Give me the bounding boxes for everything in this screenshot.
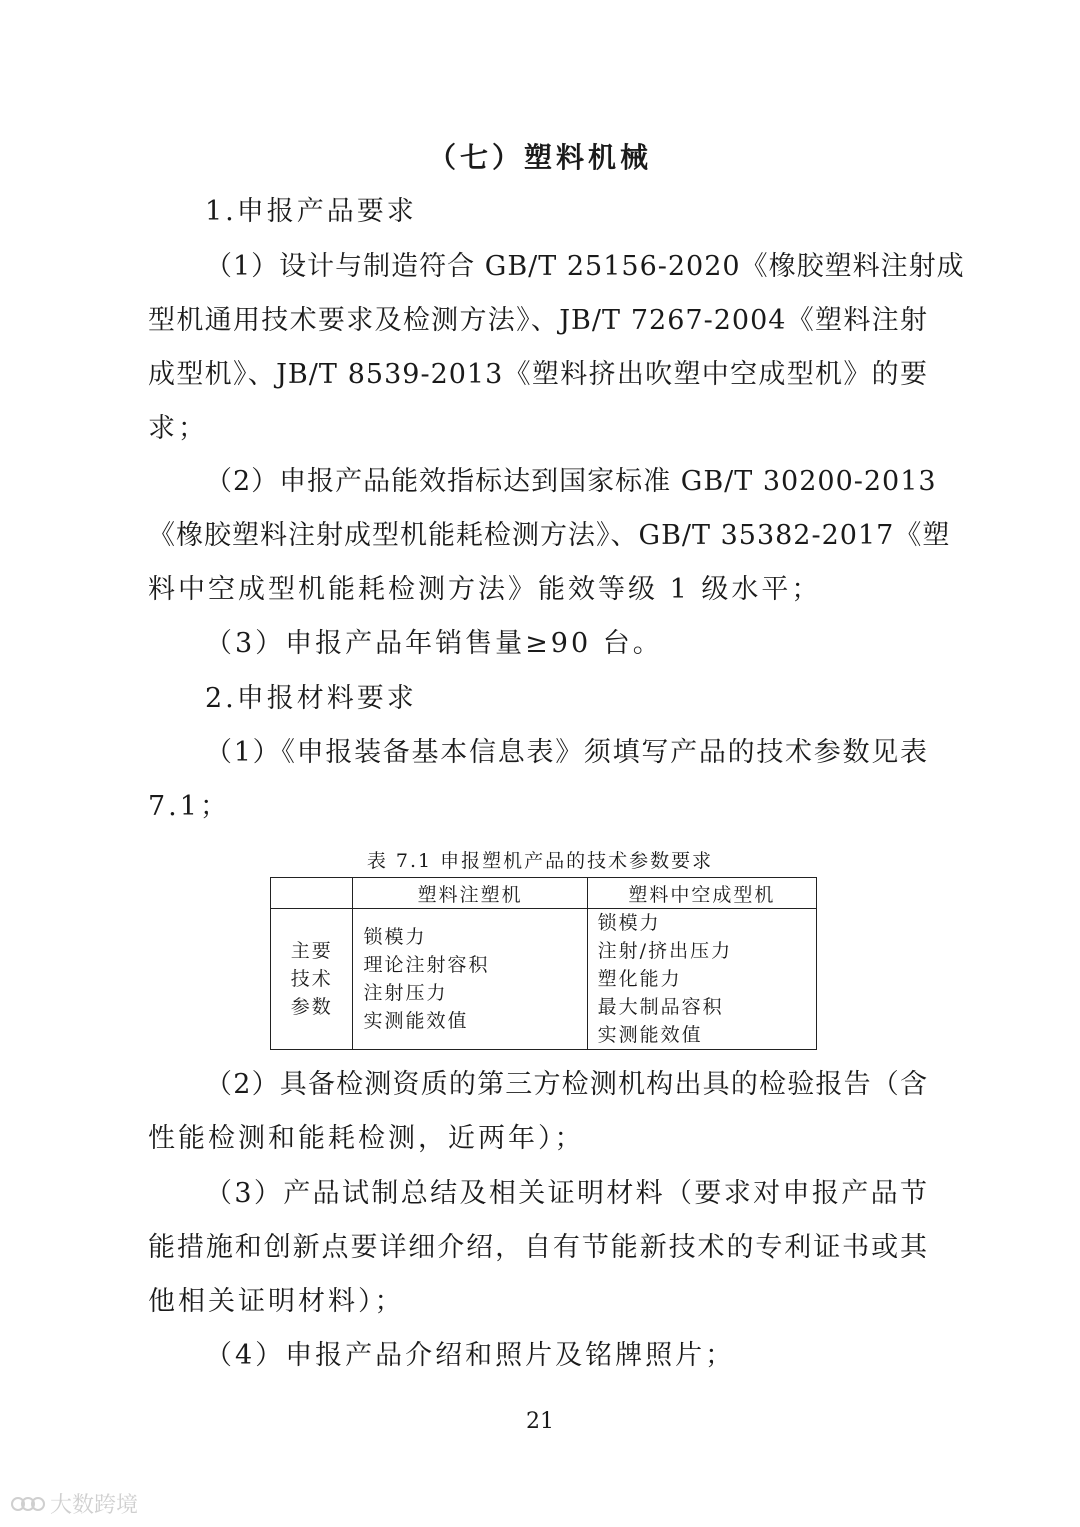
row-label-line: 技术 [290,968,333,990]
body-line: 成型机》、JB/T 8539-2013《塑料挤出吹塑中空成型机》的要 [148,359,928,390]
param-item: 注射压力 [363,982,448,1004]
section-title: （七）塑料机械 [427,141,652,174]
param-item: 锁模力 [363,926,427,948]
body-line: （2）申报产品能效指标达到国家标准 GB/T 30200-2013 [205,466,937,497]
injection-params-cell [353,909,587,1050]
param-item: 注射/挤出压力 [597,940,733,962]
body-line: 1.申报产品要求 [205,196,417,227]
body-line: （1）《申报装备基本信息表》须填写产品的技术参数见表 [205,737,928,768]
row-label-line: 主要 [290,940,333,962]
watermark [10,1488,138,1519]
body-line: 《橡胶塑料注射成型机能耗检测方法》、GB/T 35382-2017《塑 [148,520,951,551]
spec-table [270,877,817,1050]
table-header-row [271,878,817,909]
param-item: 锁模力 [597,912,661,934]
body-line: （4）申报产品介绍和照片及铭牌照片； [205,1340,736,1371]
param-item: 实测能效值 [363,1010,469,1032]
param-item: 理论注射容积 [363,954,490,976]
table-caption: 表 7.1 申报塑机产品的技术参数要求 [366,850,714,872]
body-line: 能措施和创新点要详细介绍，自有节能新技术的专利证书或其 [148,1232,928,1263]
watermark-text: 大数跨境 [50,1493,139,1518]
body-line: 性能检测和能耗检测，近两年）； [148,1123,585,1154]
param-item: 最大制品容积 [597,996,724,1018]
body-line: （3）申报产品年销售量≥90 台。 [205,628,663,659]
body-line: 7.1； [148,791,230,822]
header-cell-hollow: 塑料中空成型机 [587,878,816,909]
body-line: （3）产品试制总结及相关证明材料（要求对申报产品节 [205,1178,928,1209]
header-cell-injection: 塑料注塑机 [353,878,587,909]
body-line: （2）具备检测资质的第三方检测机构出具的检验报告（含 [205,1069,928,1100]
body-line: （1）设计与制造符合 GB/T 25156-2020《橡胶塑料注射成 [205,251,965,282]
page-number: 21 [526,1409,554,1434]
body-line: 料中空成型机能耗检测方法》能效等级 1 级水平； [148,574,822,605]
param-item: 塑化能力 [597,968,682,990]
table-row [271,909,817,1050]
row-label-cell [271,909,353,1050]
watermark-logo-icon [10,1493,46,1515]
body-line: 求； [148,413,208,444]
hollow-params-cell [587,909,816,1050]
row-label-line: 参数 [290,996,333,1018]
header-cell-empty [271,878,353,909]
param-item: 实测能效值 [597,1024,703,1046]
body-line: 他相关证明材料）； [148,1286,405,1317]
body-line: 型机通用技术要求及检测方法》、JB/T 7267-2004《塑料注射 [148,305,928,336]
body-line: 2.申报材料要求 [205,683,417,714]
